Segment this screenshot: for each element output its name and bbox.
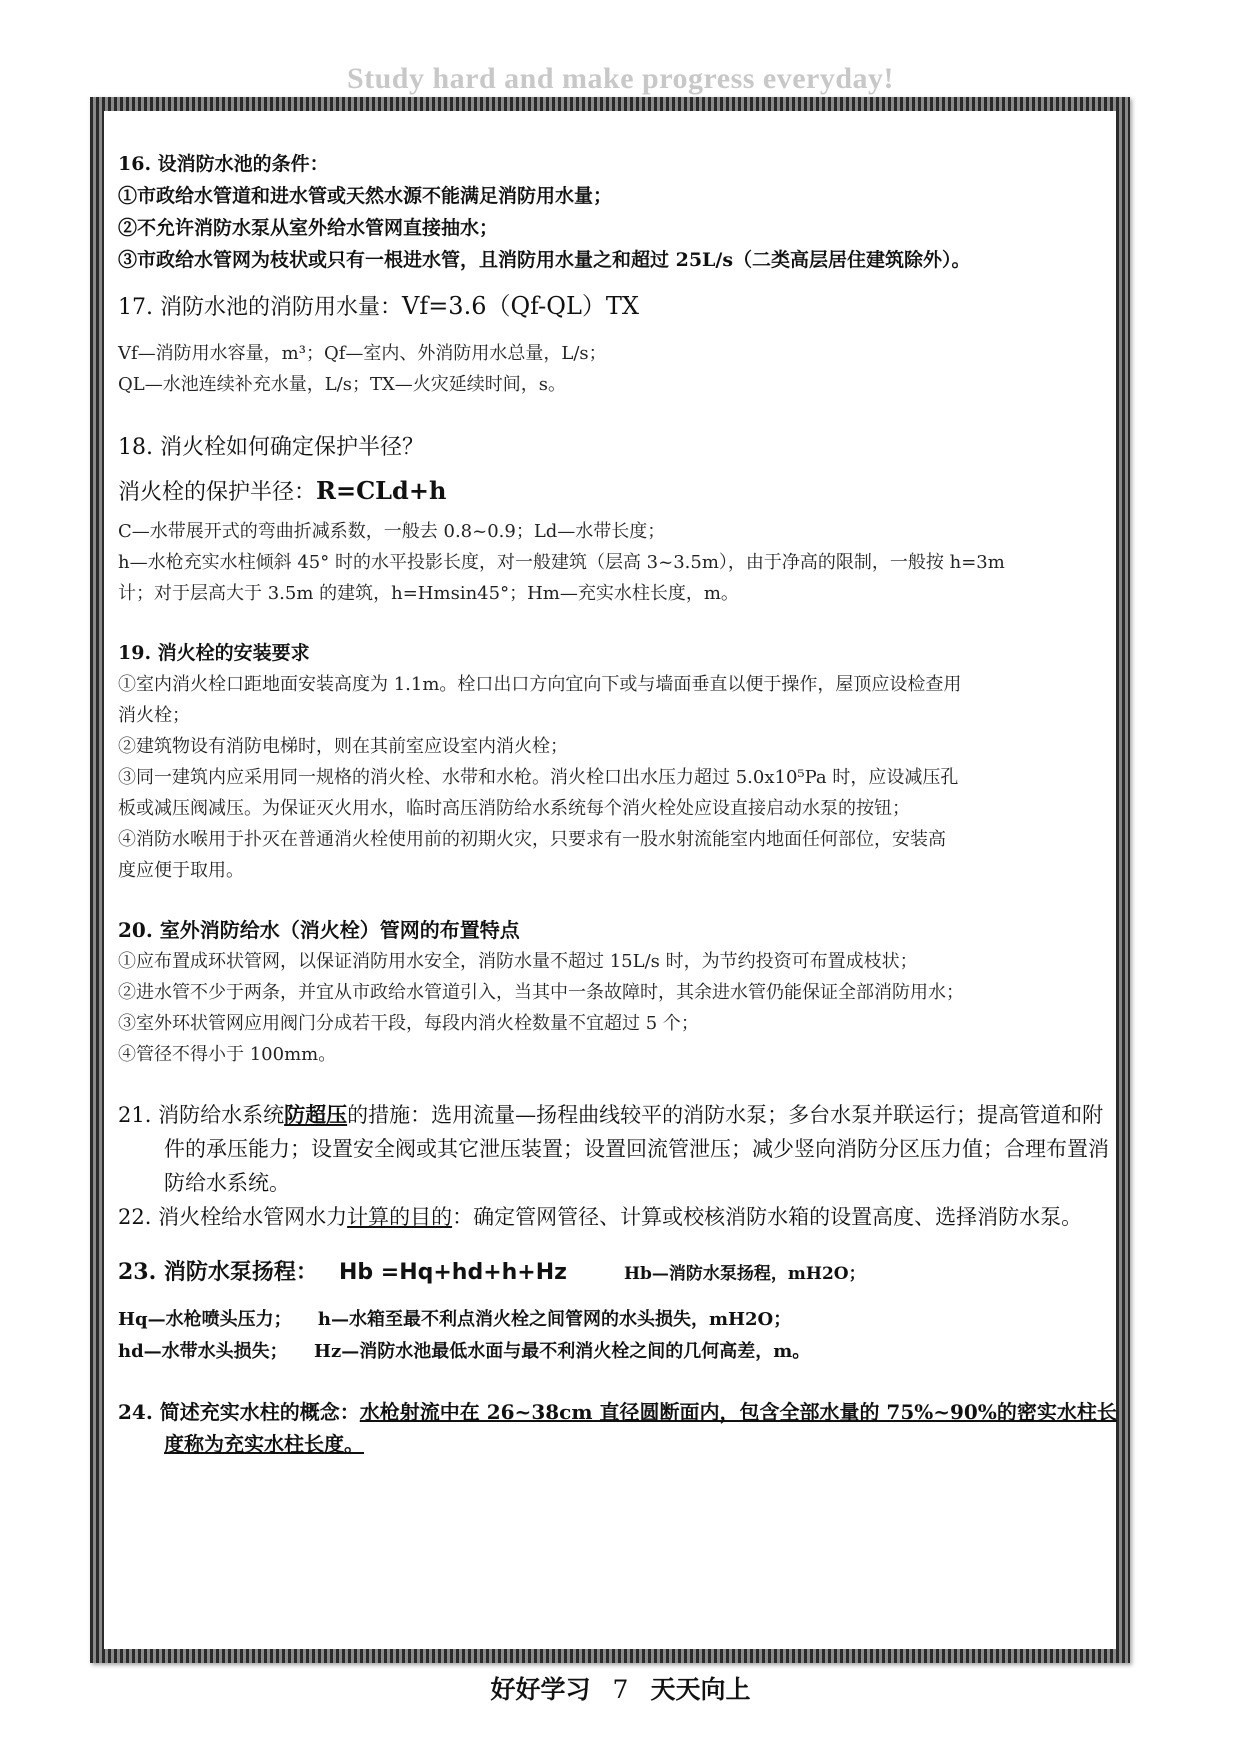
section-17-definition: QL—水池连续补充水量，L/s；TX—火灾延续时间，s。 [118, 374, 567, 395]
section-20-item: ④管径不得小于 100mm。 [118, 1044, 337, 1065]
section-24 [118, 1396, 1118, 1460]
section-21-text: 的措施：选用流量—扬程曲线较平的消防水泵；多台水泵并联运行；提高管道和附件的承压能力；设置安全阀或其它泄压装置；设置回流管泄压；减少竖向消防分区压力值；合理布置消防给水系统。 [164, 1103, 1109, 1195]
section-24-body: 水枪射流中在 26~38cm 直径圆断面内，包含全部水量的 75%~90%的密实水柱长度称为充实水柱长度。 [164, 1400, 1117, 1456]
section-23-def-hz: Hz—消防水池最低水面与最不利消火栓之间的几何高差，m。 [313, 1341, 811, 1362]
section-22 [118, 1200, 1118, 1234]
section-17-definition: Vf—消防用水容量，m³；Qf—室内、外消防用水总量，L/s； [118, 343, 607, 364]
watermark: Study hard and make progress everyday! [346, 62, 895, 95]
section-22-keyword: 计算的目的 [347, 1205, 453, 1229]
section-19-item: ①室内消火栓口距地面安装高度为 1.1m。栓口出口方向宜向下或与墙面垂直以便于操作，屋顶应设检查用 [118, 674, 962, 695]
section-18-label: 消火栓的保护半径： [118, 480, 317, 505]
section-23-definition [118, 1336, 1118, 1368]
section-18-definition: C—水带展开式的弯曲折减系数，一般去 0.8~0.9；Ld—水带长度； [118, 521, 666, 542]
section-24-number: 24. [118, 1400, 153, 1424]
section-23-label: 23. 消防水泵扬程： [118, 1259, 318, 1285]
section-20-item: ③室外环状管网应用阀门分成若干段，每段内消火栓数量不宜超过 5 个； [118, 1013, 699, 1034]
section-21-keyword: 防超压 [284, 1102, 348, 1127]
section-19-item: 板或减压阀减压。为保证灭火用水，临时高压消防给水系统每个消火栓处应设直接启动水泵的按钮； [118, 798, 910, 819]
section-20-item: ②进水管不少于两条，并宜从市政给水管道引入，当其中一条故障时，其余进水管仍能保证全部消防用水； [118, 982, 964, 1003]
section-20-title: 20. 室外消防给水（消火栓）管网的布置特点 [118, 918, 520, 942]
section-16-item: ①市政给水管道和进水管或天然水源不能满足消防用水量； [118, 185, 613, 207]
section-22-text: ：确定管网管径、计算或校核消防水箱的设置高度、选择消防水泵。 [452, 1205, 1083, 1229]
footer-left: 好好学习 [490, 1675, 591, 1704]
section-17-title [118, 286, 1118, 328]
section-18-definition: h—水枪充实水柱倾斜 45° 时的水平投影长度，对一般建筑（层高 3~3.5m），由于净高的限制，一般按 h=3m [118, 552, 1005, 573]
section-21-number: 21. [118, 1103, 152, 1127]
section-16-item: ③市政给水管网为枝状或只有一根进水管，且消防用水量之和超过 25L/s（二类高层居住建筑除外）。 [118, 249, 971, 271]
page-number: 7 [612, 1675, 629, 1704]
section-20-item: ①应布置成环状管网，以保证消防用水安全，消防水量不超过 15L/s 时，为节约投资可布置成枝状； [118, 951, 918, 972]
section-21 [118, 1098, 1118, 1200]
page-footer [0, 1670, 1241, 1706]
section-17-label: 17. 消防水池的消防用水量： [118, 295, 402, 320]
section-19-item: 消火栓； [118, 705, 190, 726]
section-19-item: 度应便于取用。 [118, 860, 244, 881]
section-18-formula: R=CLd+h [316, 476, 447, 505]
section-16-item: ②不允许消防水泵从室外给水管网直接抽水； [118, 217, 499, 239]
footer-right: 天天向上 [650, 1675, 751, 1704]
section-23-def-h: h—水箱至最不利点消火栓之间管网的水头损失，mH2O； [317, 1309, 792, 1330]
document-body [118, 148, 1118, 1460]
section-21-prefix: 消防给水系统 [158, 1103, 285, 1127]
section-23-hb-definition: Hb—消防水泵扬程，mH2O； [623, 1264, 866, 1284]
section-18-formula-line [118, 468, 1118, 516]
section-23-definition [118, 1304, 1118, 1336]
section-23-title-line [118, 1252, 1118, 1294]
section-16-title: 16. 设消防水池的条件： [118, 153, 329, 175]
section-19-item: ④消防水喉用于扑灭在普通消火栓使用前的初期火灾，只要求有一股水射流能室内地面任何部位，安装高 [118, 829, 946, 850]
section-19-item: ②建筑物设有消防电梯时，则在其前室应设室内消火栓； [118, 736, 568, 757]
section-22-number: 22. [118, 1205, 152, 1229]
section-23-def-hd: hd—水带水头损失； [118, 1341, 288, 1362]
section-22-prefix: 消火栓给水管网水力 [158, 1205, 348, 1229]
section-23-def-hq: Hq—水枪喷头压力； [118, 1309, 292, 1330]
section-19-title: 19. 消火栓的安装要求 [118, 642, 310, 664]
section-19-item: ③同一建筑内应采用同一规格的消火栓、水带和水枪。消火栓口出水压力超过 5.0x10⁵Pa 时，应设减压孔 [118, 767, 959, 788]
section-23-formula: Hb =Hq+hd+h+Hz [338, 1260, 567, 1285]
section-18-title: 18. 消火栓如何确定保护半径？ [118, 435, 424, 460]
section-17-formula: Vf=3.6（Qf-QL）TX [401, 292, 639, 320]
section-18-definition: 计；对于层高大于 3.5m 的建筑，h=Hmsin45°；Hm—充实水柱长度，m。 [118, 583, 739, 604]
section-24-prefix: 简述充实水柱的概念： [159, 1400, 360, 1424]
